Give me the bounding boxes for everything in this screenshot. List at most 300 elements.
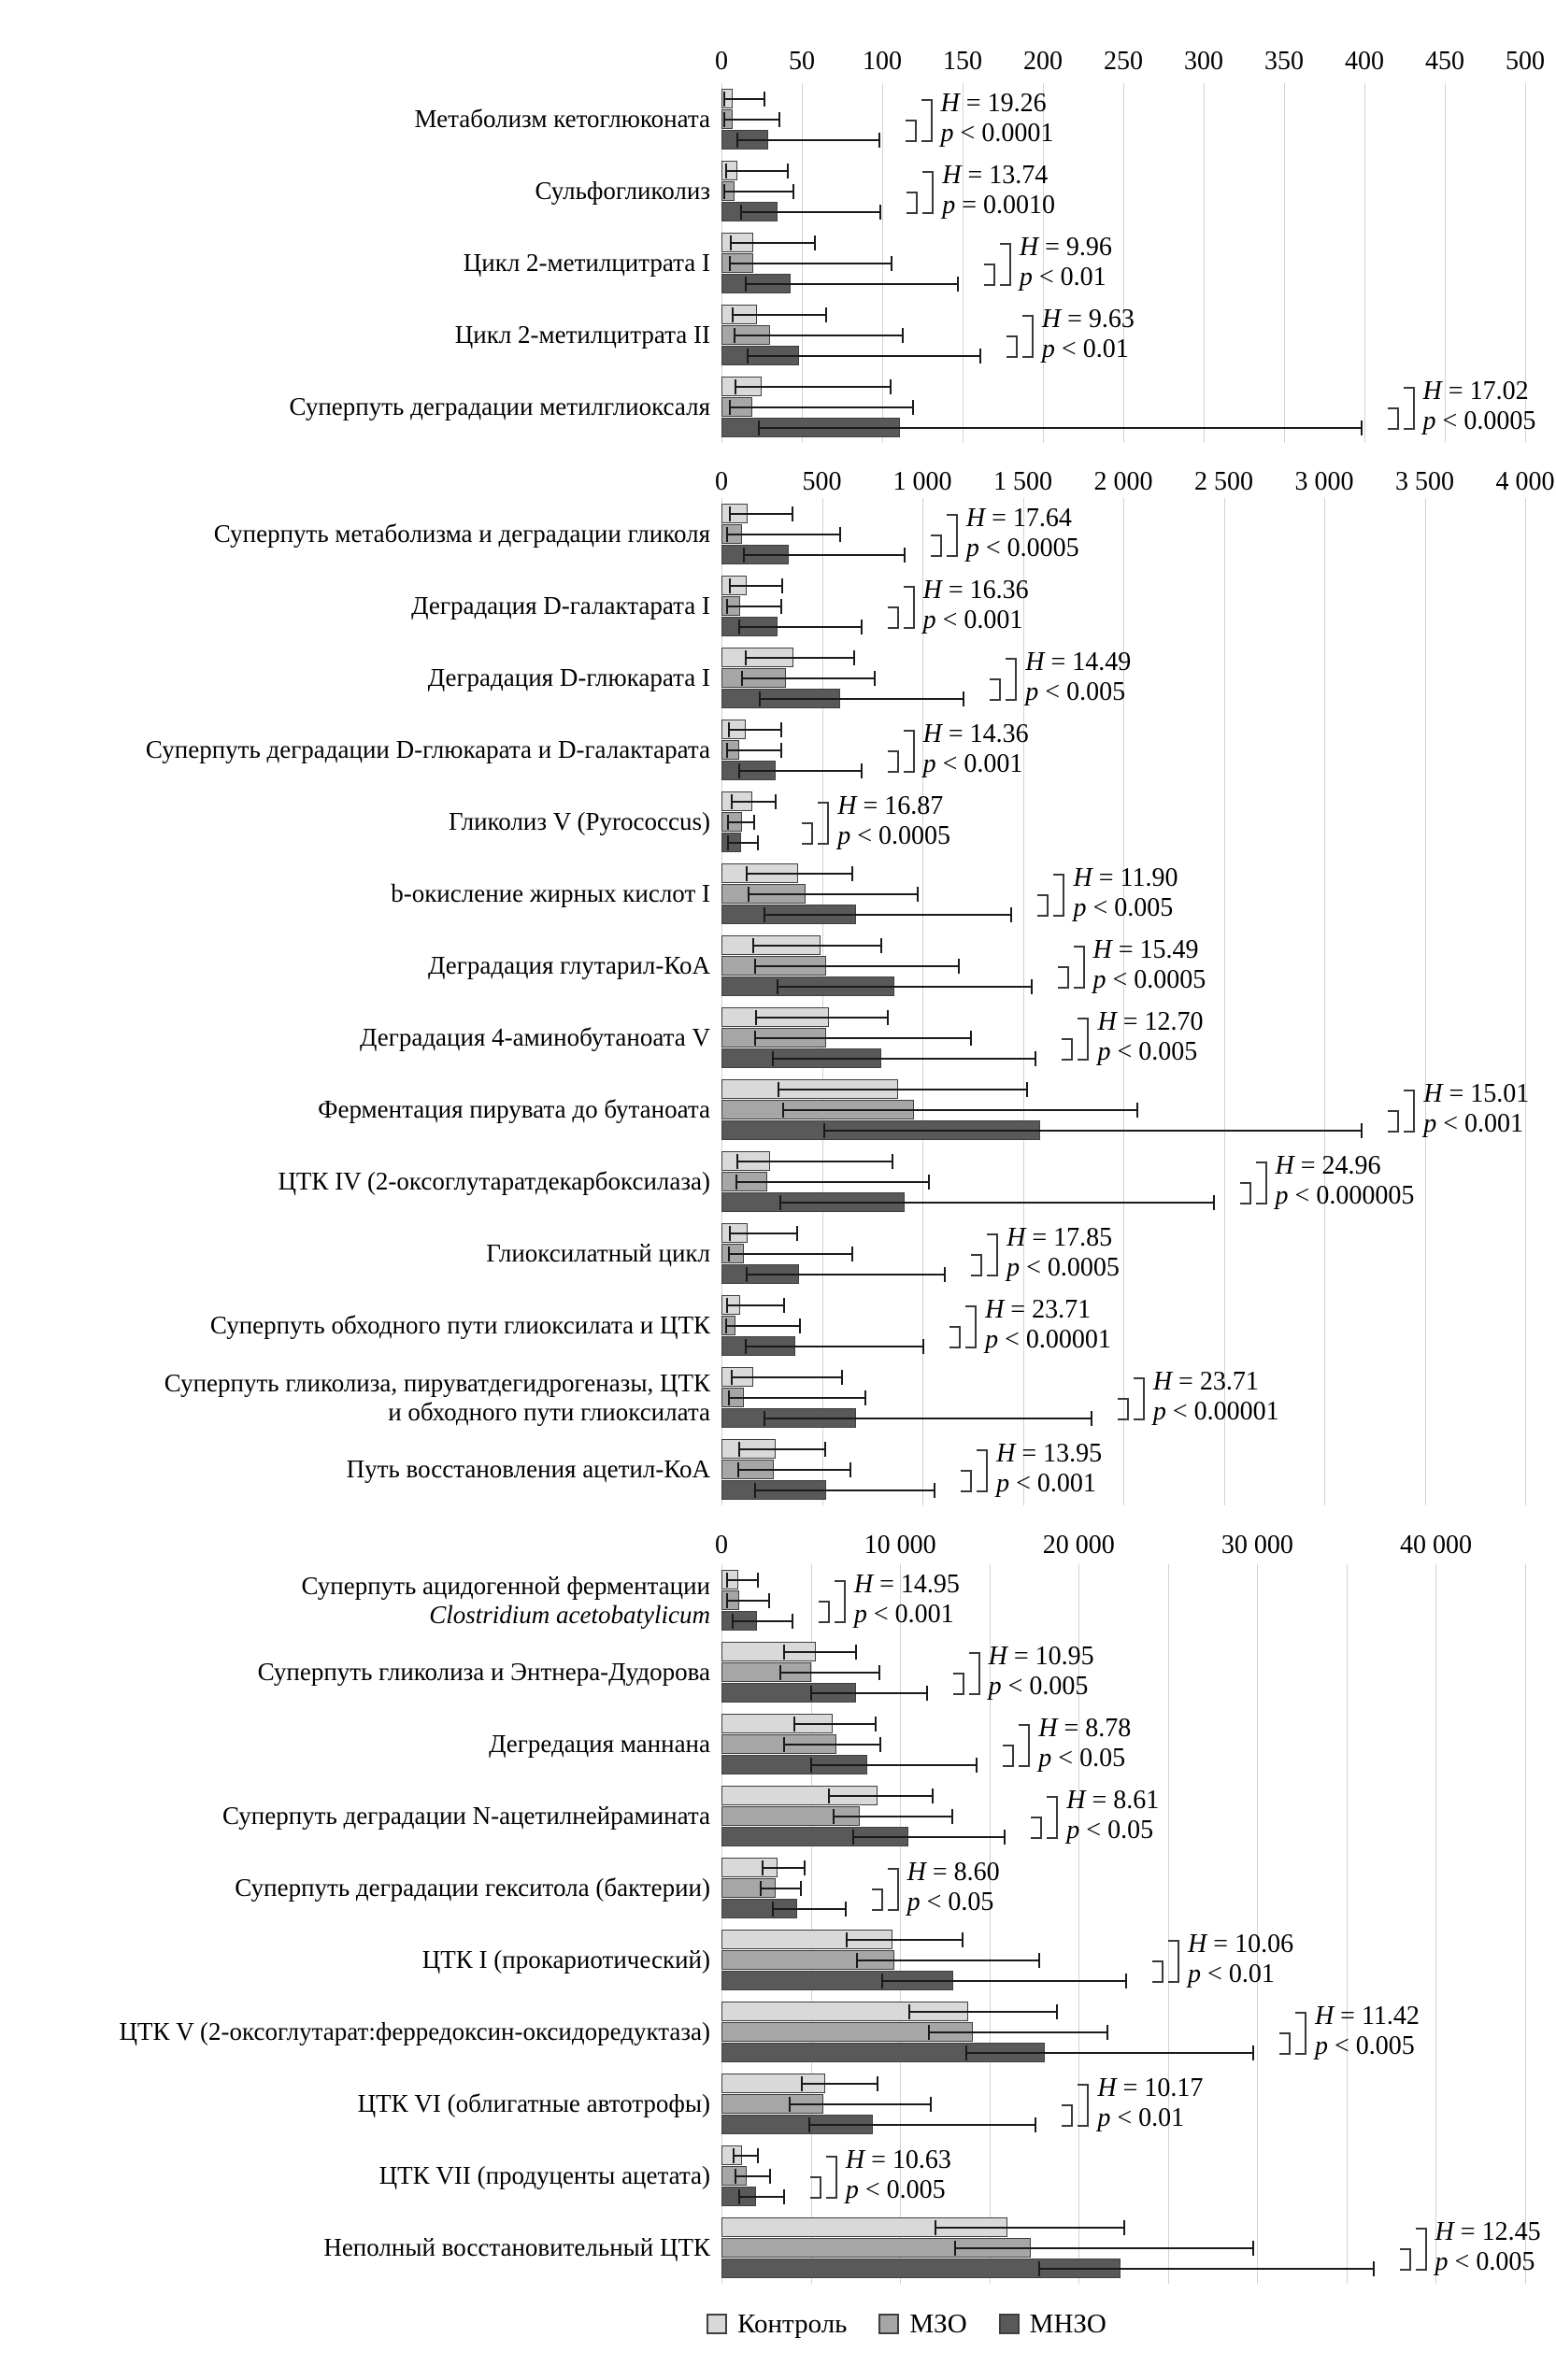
bracket-large: [977, 1449, 988, 1492]
error-bar-cap: [930, 2097, 932, 2112]
error-bar-cap: [965, 2045, 967, 2060]
bracket-small: [810, 2176, 821, 2199]
error-bar: [764, 914, 1011, 916]
error-bar-cap: [856, 1953, 858, 1968]
axis-tick-label: 0: [715, 1531, 728, 1560]
error-bar-cap: [1010, 907, 1012, 922]
axis-tick-label: 500: [802, 467, 842, 496]
row-label-line: Суперпуть деградации D-глюкарата и D-галактарата: [145, 735, 710, 763]
stat-text-line: p < 0.0005: [1092, 965, 1206, 994]
error-bar: [783, 1109, 1137, 1111]
error-bar-cap: [922, 1339, 924, 1354]
row-label-line: Clostridium acetobatylicum: [429, 1600, 710, 1629]
chart-row: [0, 786, 1556, 858]
bracket-large: [818, 802, 829, 845]
stat-text-line: H = 12.70: [1097, 1007, 1204, 1036]
error-bar-cap: [800, 1881, 802, 1896]
error-bar: [735, 2175, 770, 2177]
row-label-line: ЦТК VI (облигатные автотрофы): [357, 2089, 710, 2117]
axis-tick-label: 400: [1345, 47, 1384, 76]
error-bar-cap: [1106, 2025, 1108, 2040]
stat-text: [1097, 2074, 1203, 2133]
error-bar-cap: [853, 650, 855, 665]
bracket-large: [1053, 874, 1064, 917]
error-bar-cap: [778, 112, 780, 127]
error-bar-cap: [1035, 1051, 1036, 1066]
error-bar-cap: [878, 133, 880, 148]
error-bar: [735, 335, 904, 336]
error-bar-cap: [723, 184, 725, 199]
axis-tick-label: 20 000: [1042, 1531, 1115, 1560]
error-bar-cap: [880, 938, 882, 953]
stat-text-line: H = 11.90: [1073, 863, 1178, 892]
bracket-small: [1003, 1745, 1014, 1767]
bracket-large: [921, 99, 933, 142]
bracket-small: [819, 1601, 830, 1623]
error-bar: [724, 191, 793, 192]
stat-text: [837, 791, 950, 851]
error-bar-cap: [852, 1830, 854, 1845]
stat-text-line: H = 14.36: [922, 720, 1029, 748]
error-bar-cap: [793, 1717, 795, 1732]
error-bar-cap: [1091, 1411, 1092, 1426]
stat-text: [1073, 863, 1178, 923]
error-bar: [730, 406, 913, 408]
chart-row: [0, 1564, 1556, 1636]
error-bar: [780, 1202, 1213, 1204]
row-label-line: ЦТК V (2-оксоглутарат:ферредоксин-оксидоредуктаза): [119, 2017, 710, 2045]
error-bar-cap: [891, 256, 892, 271]
error-bar: [739, 626, 861, 628]
stat-text-line: H = 8.78: [1038, 1714, 1132, 1743]
error-bar-cap: [825, 307, 827, 322]
error-bar: [784, 1744, 880, 1746]
chart-row: [0, 1852, 1556, 1924]
error-bar-cap: [928, 1175, 930, 1190]
axis-tick-label: 500: [1506, 47, 1545, 76]
error-bar: [726, 170, 787, 172]
row-label: [7, 1074, 710, 1146]
error-bar: [773, 1058, 1035, 1060]
error-bar-cap: [958, 959, 960, 974]
stat-text-line: p < 0.005: [1097, 1037, 1198, 1066]
stat-text: [996, 1439, 1102, 1499]
bracket-large: [1416, 2228, 1427, 2271]
error-bar: [729, 1397, 865, 1399]
row-label: [7, 1708, 710, 1780]
error-bar-cap: [892, 1154, 893, 1169]
bracket-small: [888, 606, 899, 629]
legend-item-mzo: [878, 2309, 966, 2340]
bracket-large: [1256, 1161, 1267, 1204]
error-bar-cap: [757, 835, 759, 850]
row-label: [7, 2068, 710, 2140]
bracket-large: [835, 1580, 846, 1623]
error-bar: [790, 2103, 932, 2105]
error-bar-cap: [846, 1932, 848, 1947]
row-label: [7, 299, 710, 371]
error-bar-cap: [808, 2117, 810, 2132]
axis-tick-label: 40 000: [1399, 1531, 1472, 1560]
bracket-large: [1404, 1090, 1415, 1133]
bracket-large: [965, 1305, 977, 1348]
error-bar-cap: [745, 1339, 747, 1354]
error-bar-cap: [917, 887, 919, 902]
chart-row: [0, 1290, 1556, 1361]
row-label-line: и обходного пути глиоксилата: [388, 1397, 710, 1426]
error-bar-cap: [944, 1267, 946, 1282]
row-label: [7, 1290, 710, 1361]
error-bar-cap: [849, 1462, 851, 1477]
error-bar-cap: [737, 1462, 739, 1477]
error-bar: [741, 211, 881, 213]
stat-text: [966, 504, 1079, 563]
error-bar-cap: [729, 506, 731, 521]
chart-row: [0, 1361, 1556, 1433]
row-label-line: Деградация глутарил-КоА: [428, 951, 710, 979]
axis-tick-label: 200: [1023, 47, 1063, 76]
bracket-small: [961, 1470, 972, 1492]
error-bar: [746, 657, 854, 659]
error-bar-cap: [792, 506, 793, 521]
stat-text: [1435, 2217, 1541, 2277]
error-bar: [773, 1908, 845, 1910]
stat-text-line: p < 0.005: [1025, 677, 1126, 706]
bracket-small: [888, 750, 899, 773]
stat-text-line: H = 10.17: [1097, 2074, 1204, 2102]
error-bar: [729, 729, 781, 731]
error-bar-cap: [979, 349, 981, 363]
chart-row: [0, 1924, 1556, 1996]
error-bar-cap: [855, 1645, 857, 1660]
error-bar-cap: [877, 2076, 878, 2091]
error-bar: [784, 1651, 856, 1653]
stat-text-line: p < 0.005: [845, 2175, 946, 2204]
stat-text-line: p < 0.00001: [985, 1325, 1111, 1354]
row-label-line: ЦТК VII (продуценты ацетата): [378, 2161, 710, 2189]
error-bar-cap: [729, 256, 731, 271]
error-bar: [811, 1692, 927, 1694]
row-label-line: Суперпуть обходного пути глиоксилата и ЦТК: [209, 1311, 710, 1339]
error-bar-cap: [963, 691, 964, 706]
stat-text: [1066, 1786, 1159, 1846]
axis-tick-label: 1 000: [892, 467, 952, 496]
row-label: [7, 1852, 710, 1924]
error-bar-cap: [1038, 1953, 1040, 1968]
row-label-line: Суперпуть гликолиза, пируватдегидрогеназы, ЦТК: [164, 1368, 710, 1397]
row-label: [7, 1780, 710, 1852]
error-bar-cap: [1361, 420, 1363, 435]
bracket-large: [904, 730, 915, 773]
bracket-small: [1006, 335, 1018, 358]
error-bar-cap: [833, 1809, 835, 1824]
error-bar-cap: [752, 938, 754, 953]
error-bar-cap: [879, 1737, 881, 1752]
bracket-small: [953, 1673, 964, 1695]
bracket-small: [1279, 2032, 1291, 2055]
row-label: [7, 570, 710, 642]
chart-row: [0, 930, 1556, 1002]
error-bar-cap: [778, 1082, 779, 1097]
axis-tick-label: 3 000: [1294, 467, 1354, 496]
error-bar-cap: [887, 1010, 889, 1025]
error-bar-cap: [764, 1411, 765, 1426]
error-bar-cap: [780, 599, 782, 614]
error-bar-cap: [779, 1195, 781, 1210]
error-bar-cap: [725, 1318, 727, 1333]
stat-text: [854, 1570, 960, 1630]
error-bar-cap: [738, 2189, 740, 2204]
bracket-large: [1168, 1940, 1179, 1983]
row-label: [7, 227, 710, 299]
bracket-small: [984, 264, 995, 286]
stat-text: [1093, 935, 1206, 995]
error-bar-cap: [748, 887, 749, 902]
error-bar-cap: [738, 620, 740, 634]
bracket-small: [1152, 1960, 1163, 1983]
error-bar: [909, 2011, 1058, 2013]
error-bar-cap: [926, 1686, 928, 1701]
error-bar-cap: [1031, 979, 1033, 994]
error-bar: [755, 1037, 971, 1039]
error-bar-cap: [727, 815, 729, 830]
error-bar: [847, 1939, 964, 1941]
bracket-small: [1118, 1398, 1129, 1420]
error-bar-cap: [878, 1665, 880, 1680]
row-label-line: Путь восстановления ацетил-КоА: [346, 1455, 710, 1483]
stat-text-line: H = 16.87: [837, 791, 944, 820]
error-bar: [756, 1017, 888, 1019]
error-bar-cap: [730, 235, 732, 250]
error-bar-cap: [1136, 1103, 1138, 1118]
stat-text: [1276, 1151, 1415, 1211]
bracket-small: [802, 822, 813, 845]
error-bar: [834, 1816, 952, 1817]
stat-text-line: p < 0.001: [1423, 1109, 1523, 1138]
error-bar: [728, 821, 754, 823]
error-bar-cap: [772, 1902, 774, 1917]
error-bar-cap: [951, 1809, 953, 1824]
row-label-line: Ферментация пирувата до бутаноата: [318, 1095, 710, 1123]
bracket-large: [922, 171, 934, 214]
bracket-small: [1400, 2248, 1411, 2271]
row-label-line: Сульфогликолиз: [535, 177, 710, 205]
stat-text-line: H = 12.45: [1435, 2217, 1541, 2246]
error-bar: [759, 427, 1362, 429]
stat-text: [923, 720, 1029, 779]
error-bar-cap: [804, 1860, 806, 1875]
error-bar: [737, 139, 878, 141]
axis-tick-label: 450: [1425, 47, 1464, 76]
stat-text-line: p < 0.01: [1097, 2103, 1185, 2132]
error-bar: [824, 1130, 1362, 1132]
axis-tick-label: 150: [943, 47, 982, 76]
stat-text: [907, 1858, 1000, 1917]
chart-row: [0, 714, 1556, 786]
error-bar-cap: [754, 1483, 756, 1498]
error-bar-cap: [726, 1593, 728, 1608]
error-bar-cap: [745, 650, 747, 665]
error-bar: [739, 1448, 825, 1450]
error-bar-cap: [814, 235, 816, 250]
error-bar-cap: [1123, 2220, 1125, 2235]
bracket-large: [1000, 243, 1011, 286]
error-bar-cap: [762, 1860, 764, 1875]
row-label: [7, 1924, 710, 1996]
error-bar: [748, 355, 980, 357]
error-bar: [727, 1579, 758, 1581]
error-bar-cap: [777, 979, 778, 994]
axis-tick-label: 3 500: [1395, 467, 1454, 496]
error-bar-cap: [783, 1298, 785, 1313]
error-bar-cap: [732, 307, 734, 322]
chart-row: [0, 858, 1556, 930]
bracket-small: [1240, 1182, 1251, 1204]
bracket-large: [969, 1652, 980, 1695]
chart-row: [0, 1996, 1556, 2068]
error-bar: [749, 893, 918, 895]
error-bar-cap: [861, 620, 863, 634]
error-bar: [1039, 2268, 1373, 2270]
error-bar-cap: [733, 2148, 735, 2163]
error-bar-cap: [753, 815, 755, 830]
row-label-line: Цикл 2-метилцитрата I: [463, 249, 710, 277]
error-bar-cap: [725, 164, 727, 178]
row-label: [7, 2140, 710, 2212]
error-bar-cap: [780, 722, 782, 737]
stat-text: [941, 89, 1054, 149]
error-bar-cap: [726, 527, 728, 542]
error-bar-cap: [976, 1758, 978, 1773]
row-label: [7, 498, 710, 570]
stat-text-line: p = 0.0010: [942, 191, 1056, 220]
row-label-line: Деградация D-глюкарата I: [427, 663, 710, 691]
bracket-small: [1062, 1038, 1073, 1061]
bracket-small: [931, 534, 942, 557]
chart-row: [0, 1433, 1556, 1505]
error-bar-cap: [754, 959, 756, 974]
stat-text-line: H = 15.01: [1423, 1079, 1530, 1108]
stat-text: [846, 2145, 951, 2205]
bracket-large: [1074, 946, 1085, 989]
stat-text-line: p < 0.001: [922, 749, 1023, 778]
error-bar-cap: [772, 1051, 774, 1066]
error-bar: [730, 513, 793, 515]
stat-text-line: H = 8.61: [1066, 1786, 1160, 1815]
chart-row: [0, 155, 1556, 227]
axis-tick-label: 10 000: [864, 1531, 936, 1560]
error-bar-cap: [738, 1442, 740, 1457]
bracket-large: [1078, 1018, 1089, 1061]
stat-text-line: H = 10.63: [845, 2145, 951, 2174]
error-bar-cap: [810, 1758, 812, 1773]
chart-row: [0, 1002, 1556, 1074]
error-bar: [853, 1836, 1005, 1838]
row-label: [7, 1361, 710, 1433]
error-bar-cap: [1213, 1195, 1215, 1210]
error-bar: [727, 606, 781, 607]
bracket-large: [1078, 2084, 1089, 2127]
legend-item-control: [707, 2309, 847, 2340]
chart-legend: [257, 2301, 1556, 2347]
error-bar-cap: [768, 1593, 770, 1608]
error-bar-cap: [890, 379, 892, 394]
stat-text-line: H = 15.49: [1092, 935, 1199, 964]
error-bar: [747, 873, 852, 875]
error-bar-cap: [728, 1247, 730, 1261]
stat-text-line: p < 0.005: [988, 1672, 1089, 1701]
error-bar-cap: [775, 794, 777, 809]
stat-text-line: p < 0.001: [996, 1469, 1096, 1498]
error-bar: [753, 945, 880, 947]
stat-text-line: H = 16.36: [922, 576, 1029, 605]
error-bar-cap: [851, 866, 853, 881]
stat-text-line: p < 0.05: [1038, 1744, 1126, 1773]
bracket-small: [1058, 966, 1069, 989]
stat-text: [1025, 648, 1131, 707]
error-bar-cap: [879, 205, 881, 220]
legend-swatch-control: [707, 2314, 727, 2334]
bracket-large: [1404, 387, 1415, 430]
error-bar-cap: [861, 763, 863, 778]
stat-text-line: p < 0.01: [1041, 335, 1129, 363]
legend-label-mzo: МЗО: [909, 2308, 967, 2339]
axis-tick-label: 100: [863, 47, 902, 76]
error-bar: [802, 2083, 878, 2085]
stat-text-line: H = 17.85: [1006, 1223, 1113, 1252]
error-bar: [755, 1489, 935, 1491]
error-bar: [929, 2031, 1107, 2033]
error-bar-cap: [1361, 1123, 1363, 1138]
error-bar-cap: [792, 1614, 793, 1629]
error-bar-cap: [839, 527, 841, 542]
stat-text-line: p < 0.005: [1073, 893, 1174, 922]
axis-tick-label: 30 000: [1221, 1531, 1293, 1560]
row-label-line: ЦТК I (прокариотический): [421, 1945, 710, 1974]
error-bar-cap: [810, 1686, 812, 1701]
error-bar-cap: [792, 184, 794, 199]
error-bar: [746, 1346, 923, 1347]
error-bar: [730, 585, 783, 587]
axis-tick-label: 2 500: [1194, 467, 1253, 496]
error-bar-cap: [875, 1717, 877, 1732]
error-bar: [763, 1867, 805, 1869]
stat-text-line: H = 17.64: [965, 504, 1072, 533]
error-bar-cap: [780, 743, 782, 758]
error-bar: [733, 1620, 792, 1622]
row-label-line: Метаболизм кетоглюконата: [414, 105, 710, 133]
legend-label-mnzo: МНЗО: [1029, 2308, 1106, 2339]
stat-text: [1423, 1079, 1529, 1139]
bracket-large: [826, 2156, 837, 2199]
stat-text: [985, 1295, 1111, 1355]
error-bar-cap: [962, 1932, 964, 1947]
row-label-line: Глиоксилатный цикл: [486, 1239, 710, 1267]
axis-tick-label: 1 500: [993, 467, 1052, 496]
error-bar: [764, 1418, 1092, 1419]
error-bar-cap: [779, 1665, 781, 1680]
stat-text: [1006, 1223, 1120, 1283]
error-bar-cap: [864, 1390, 866, 1405]
row-label: [7, 930, 710, 1002]
error-bar-cap: [727, 835, 729, 850]
row-label-line: Суперпуть деградации гекситола (бактерии): [235, 1874, 710, 1902]
error-bar-cap: [764, 907, 765, 922]
row-label-line: Суперпуть гликолиза и Энтнера-Дудорова: [257, 1658, 710, 1686]
bracket-small: [1388, 407, 1399, 430]
row-label: [7, 1433, 710, 1505]
error-bar-cap: [841, 1370, 843, 1385]
